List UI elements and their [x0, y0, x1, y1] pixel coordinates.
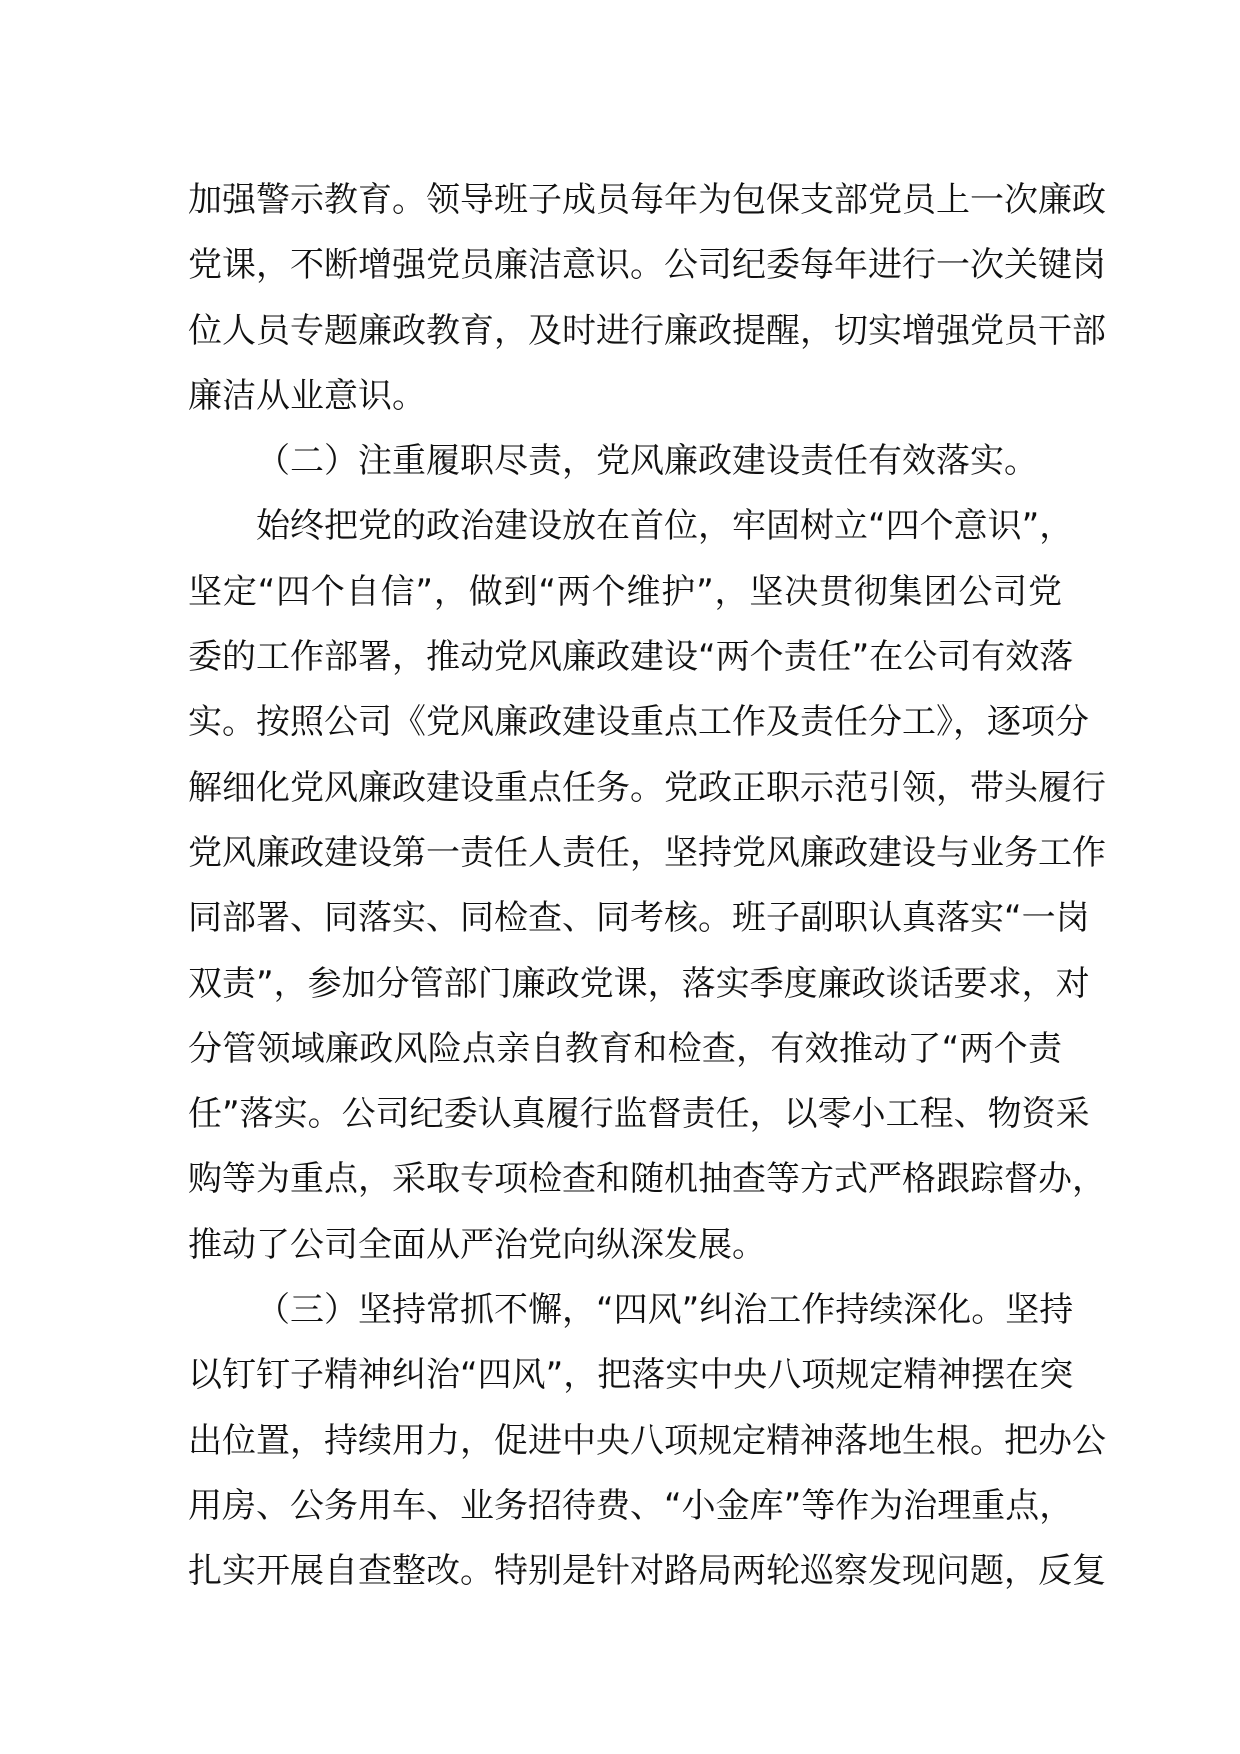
text-line: 党风廉政建设第一责任人责任，坚持党风廉政建设与业务工作 [188, 832, 1106, 873]
text-line: 廉洁从业意识。 [188, 375, 426, 416]
text-line: 解细化党风廉政建设重点任务。党政正职示范引领，带头履行 [188, 767, 1106, 808]
paragraph-political-construction [188, 494, 1106, 1278]
text-line: 坚定“四个自信”，做到“两个维护”，坚决贯彻集团公司党 [188, 571, 1062, 612]
text-line: 加强警示教育。领导班子成员每年为包保支部党员上一次廉政 [188, 180, 1106, 220]
document-body [188, 168, 1106, 1605]
text-line: 推动了公司全面从严治党向纵深发展。 [188, 1224, 766, 1265]
text-line: 位人员专题廉政教育，及时进行廉政提醒，切实增强党员干部 [188, 310, 1106, 351]
text-line: 委的工作部署，推动党风廉政建设“两个责任”在公司有效落 [188, 637, 1074, 678]
section-heading-text: （二）注重履职尽责，党风廉政建设责任有效落实。 [256, 441, 1038, 482]
text-line: 用房、公务用车、业务招待费、“小金库”等作为治理重点， [188, 1485, 1074, 1526]
paragraph-four-winds [188, 1278, 1106, 1604]
section-heading-2 [188, 429, 1062, 494]
text-line: 始终把党的政治建设放在首位，牢固树立“四个意识”， [256, 506, 1074, 547]
paragraph-warning-education [188, 168, 1106, 429]
text-line: 任”落实。公司纪委认真履行监督责任，以零小工程、物资采 [188, 1094, 1090, 1135]
text-line: 购等为重点，采取专项检查和随机抽查等方式严格跟踪督办， [188, 1159, 1106, 1200]
section-heading-3-text: （三）坚持常抓不懈，“四风”纠治工作持续深化。坚持 [256, 1290, 1074, 1331]
text-line: 分管领域廉政风险点亲自教育和检查，有效推动了“两个责 [188, 1028, 1062, 1069]
text-line: 以钉钉子精神纠治“四风”，把落实中央八项规定精神摆在突 [188, 1355, 1074, 1396]
text-line: 双责”，参加分管部门廉政党课，落实季度廉政谈话要求，对 [188, 963, 1090, 1004]
text-line: 出位置，持续用力，促进中央八项规定精神落地生根。把办公 [188, 1420, 1106, 1461]
text-line: 同部署、同落实、同检查、同考核。班子副职认真落实“一岗 [188, 898, 1090, 939]
text-line: 实。按照公司《党风廉政建设重点工作及责任分工》，逐项分 [188, 702, 1089, 743]
text-line: 扎实开展自查整改。特别是针对路局两轮巡察发现问题，反复 [188, 1551, 1106, 1592]
text-line: 党课，不断增强党员廉洁意识。公司纪委每年进行一次关键岗 [188, 245, 1106, 286]
